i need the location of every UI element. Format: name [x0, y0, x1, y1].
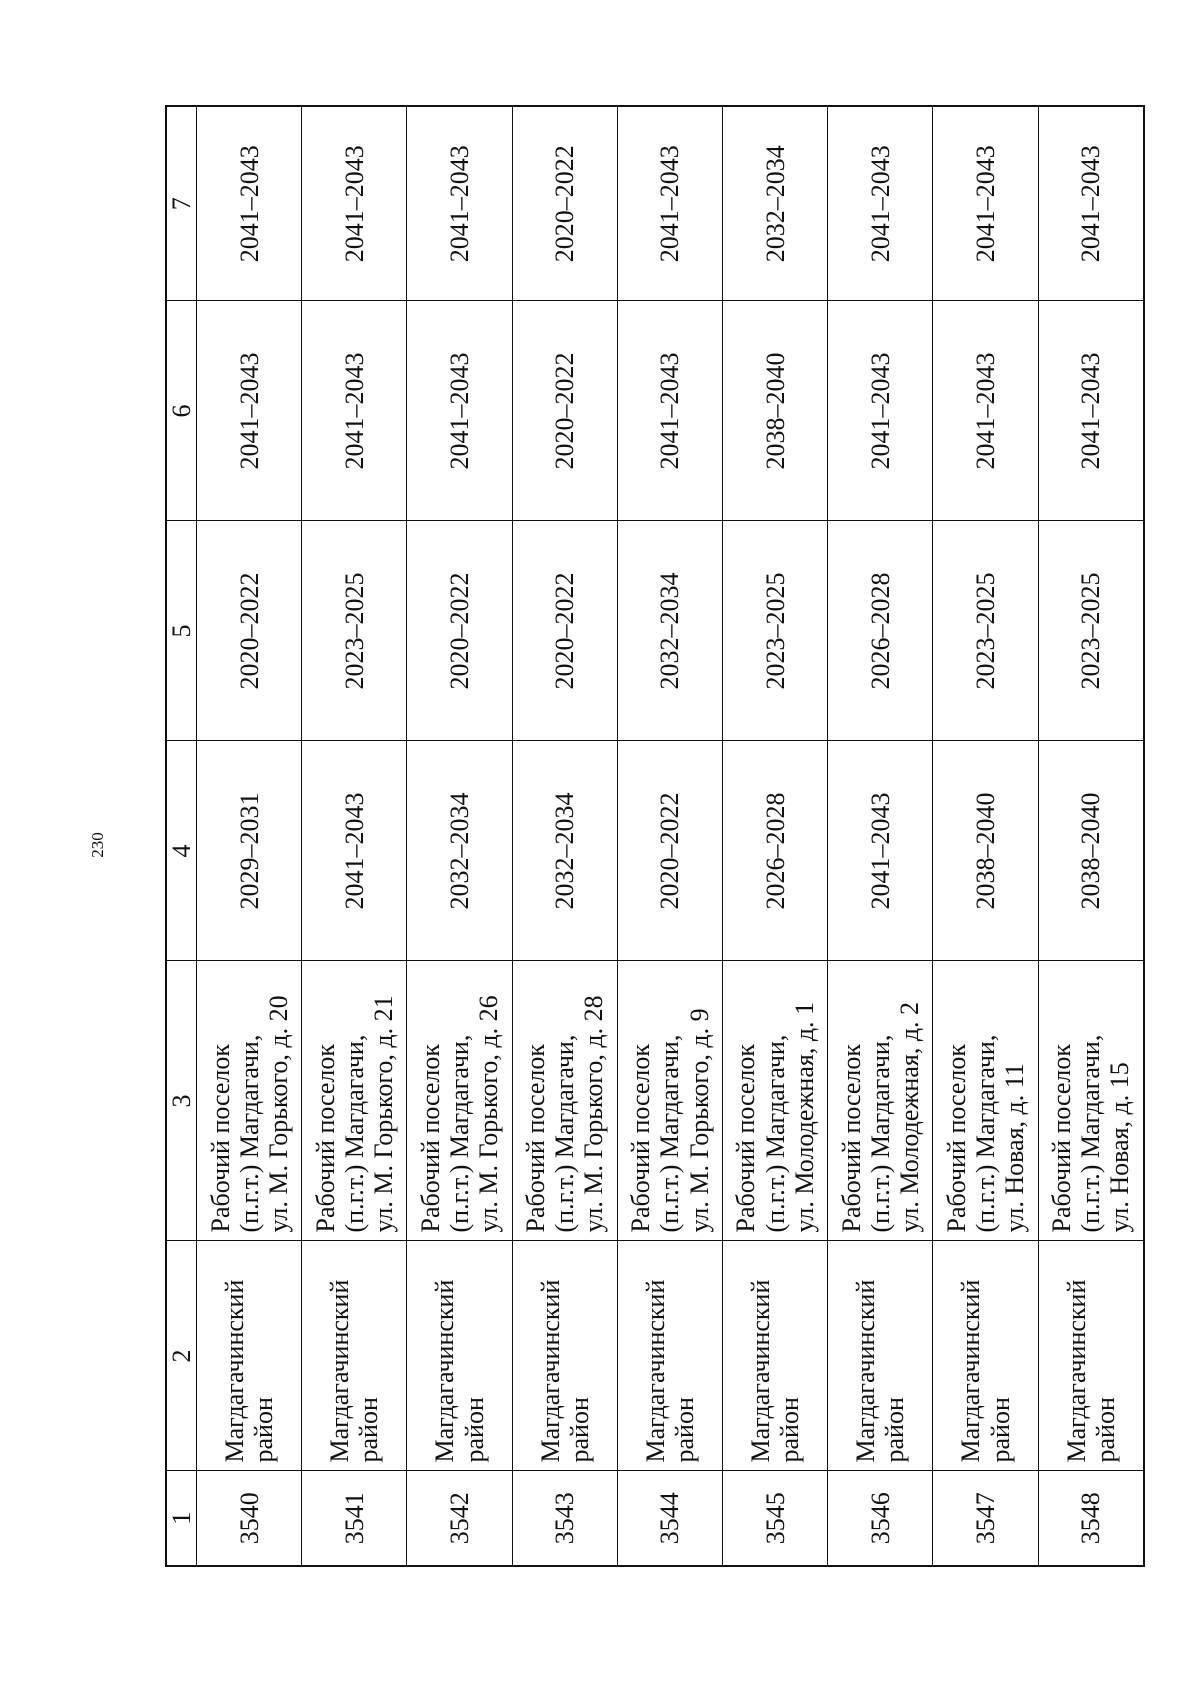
address-line: (п.г.т.) Магдагачи,: [234, 1034, 264, 1233]
period-cell-col6: 2041–2043: [197, 301, 302, 521]
address-line: ул. Новая, д. 11: [1000, 1063, 1030, 1233]
column-header: 4: [166, 741, 197, 961]
period-cell-col4: 2032–2034: [407, 741, 512, 961]
address-line: ул. М. Горького, д. 20: [263, 995, 293, 1233]
address-line: Рабочий поселок: [1047, 1043, 1077, 1233]
district-cell: Магдагачинский район: [933, 1241, 1038, 1471]
address-line: Рабочий поселок: [731, 1043, 761, 1233]
period-cell-col7: 2041–2043: [302, 106, 407, 301]
period-cell-col6: 2041–2043: [1038, 301, 1144, 521]
table-row: [933, 106, 1038, 1566]
district-cell: Магдагачинский район: [1038, 1241, 1144, 1471]
address-cell: [933, 961, 1038, 1241]
record-number-cell: 3542: [407, 1471, 512, 1566]
period-cell-col5: 2026–2028: [828, 521, 933, 741]
address-line: ул. Молодежная, д. 2: [894, 1001, 924, 1233]
period-cell-col6: 2041–2043: [407, 301, 512, 521]
address-cell: [828, 961, 933, 1241]
address-line: (п.г.т.) Магдагачи,: [970, 1034, 1000, 1233]
period-cell-col7: 2041–2043: [407, 106, 512, 301]
address-cell: [407, 961, 512, 1241]
address-cell: [302, 961, 407, 1241]
address-line: ул. Новая, д. 15: [1105, 1062, 1135, 1233]
period-cell-col5: 2020–2022: [197, 521, 302, 741]
period-cell-col5: 2023–2025: [302, 521, 407, 741]
table-row: [1038, 106, 1144, 1566]
period-cell-col5: 2020–2022: [407, 521, 512, 741]
address-line: Рабочий поселок: [205, 1043, 235, 1233]
period-cell-col4: 2041–2043: [302, 741, 407, 961]
record-number-cell: 3543: [512, 1471, 617, 1566]
period-cell-col5: 2032–2034: [617, 521, 722, 741]
address-line: ул. М. Горького, д. 9: [684, 1008, 714, 1233]
period-cell-col7: 2041–2043: [197, 106, 302, 301]
period-cell-col6: 2041–2043: [828, 301, 933, 521]
address-line: Рабочий поселок: [521, 1043, 551, 1233]
record-number-cell: 3546: [828, 1471, 933, 1566]
address-line: (п.г.т.) Магдагачи,: [1076, 1034, 1106, 1233]
period-cell-col4: 2038–2040: [933, 741, 1038, 961]
address-line: (п.г.т.) Магдагачи,: [865, 1034, 895, 1233]
period-cell-col6: 2020–2022: [512, 301, 617, 521]
record-number-cell: 3548: [1038, 1471, 1144, 1566]
district-cell: Магдагачинский район: [828, 1241, 933, 1471]
address-line: Рабочий поселок: [310, 1043, 340, 1233]
period-cell-col4: 2038–2040: [1038, 741, 1144, 961]
period-cell-col4: 2032–2034: [512, 741, 617, 961]
table-row: [407, 106, 512, 1566]
address-cell: [723, 961, 828, 1241]
record-number-cell: 3544: [617, 1471, 722, 1566]
table-row: [617, 106, 722, 1566]
column-header: 5: [166, 521, 197, 741]
address-line: (п.г.т.) Магдагачи,: [760, 1034, 790, 1233]
record-number-cell: 3541: [302, 1471, 407, 1566]
period-cell-col4: 2026–2028: [723, 741, 828, 961]
period-cell-col7: 2041–2043: [1038, 106, 1144, 301]
period-cell-col7: 2041–2043: [828, 106, 933, 301]
address-line: (п.г.т.) Магдагачи,: [445, 1034, 475, 1233]
table-row: [512, 106, 617, 1566]
column-header: 7: [166, 106, 197, 301]
address-cell: [197, 961, 302, 1241]
address-line: ул. М. Горького, д. 26: [474, 995, 504, 1233]
header-row: [166, 106, 197, 1566]
address-line: ул. М. Горького, д. 21: [368, 995, 398, 1233]
address-line: ул. М. Горького, д. 28: [579, 995, 609, 1233]
period-cell-col6: 2041–2043: [933, 301, 1038, 521]
district-cell: Магдагачинский район: [512, 1241, 617, 1471]
period-cell-col4: 2041–2043: [828, 741, 933, 961]
period-cell-col6: 2038–2040: [723, 301, 828, 521]
district-cell: Магдагачинский район: [302, 1241, 407, 1471]
column-header: 1: [166, 1471, 197, 1566]
address-line: Рабочий поселок: [941, 1043, 971, 1233]
period-cell-col7: 2032–2034: [723, 106, 828, 301]
period-cell-col5: 2023–2025: [723, 521, 828, 741]
period-cell-col7: 2041–2043: [933, 106, 1038, 301]
district-cell: Магдагачинский район: [617, 1241, 722, 1471]
column-header: 2: [166, 1241, 197, 1471]
district-cell: Магдагачинский район: [407, 1241, 512, 1471]
period-cell-col7: 2020–2022: [512, 106, 617, 301]
period-cell-col4: 2029–2031: [197, 741, 302, 961]
rotated-table-container: [165, 107, 1145, 1567]
period-cell-col5: 2023–2025: [1038, 521, 1144, 741]
period-cell-col4: 2020–2022: [617, 741, 722, 961]
address-line: (п.г.т.) Магдагачи,: [339, 1034, 369, 1233]
column-header: 6: [166, 301, 197, 521]
housing-repair-schedule-table: [165, 105, 1145, 1567]
period-cell-col7: 2041–2043: [617, 106, 722, 301]
address-line: ул. Молодежная, д. 1: [789, 1001, 819, 1233]
district-cell: Магдагачинский район: [723, 1241, 828, 1471]
period-cell-col6: 2041–2043: [617, 301, 722, 521]
address-line: Рабочий поселок: [415, 1043, 445, 1233]
column-header: 3: [166, 961, 197, 1241]
address-line: Рабочий поселок: [626, 1043, 656, 1233]
record-number-cell: 3545: [723, 1471, 828, 1566]
address-line: (п.г.т.) Магдагачи,: [550, 1034, 580, 1233]
address-cell: [617, 961, 722, 1241]
period-cell-col5: 2020–2022: [512, 521, 617, 741]
table-row: [828, 106, 933, 1566]
record-number-cell: 3540: [197, 1471, 302, 1566]
period-cell-col5: 2023–2025: [933, 521, 1038, 741]
address-cell: [1038, 961, 1144, 1241]
table-row: [302, 106, 407, 1566]
table-row: [197, 106, 302, 1566]
district-cell: Магдагачинский район: [197, 1241, 302, 1471]
address-line: (п.г.т.) Магдагачи,: [655, 1034, 685, 1233]
record-number-cell: 3547: [933, 1471, 1038, 1566]
page-number: 230: [88, 832, 107, 858]
period-cell-col6: 2041–2043: [302, 301, 407, 521]
address-cell: [512, 961, 617, 1241]
table-row: [723, 106, 828, 1566]
address-line: Рабочий поселок: [836, 1043, 866, 1233]
